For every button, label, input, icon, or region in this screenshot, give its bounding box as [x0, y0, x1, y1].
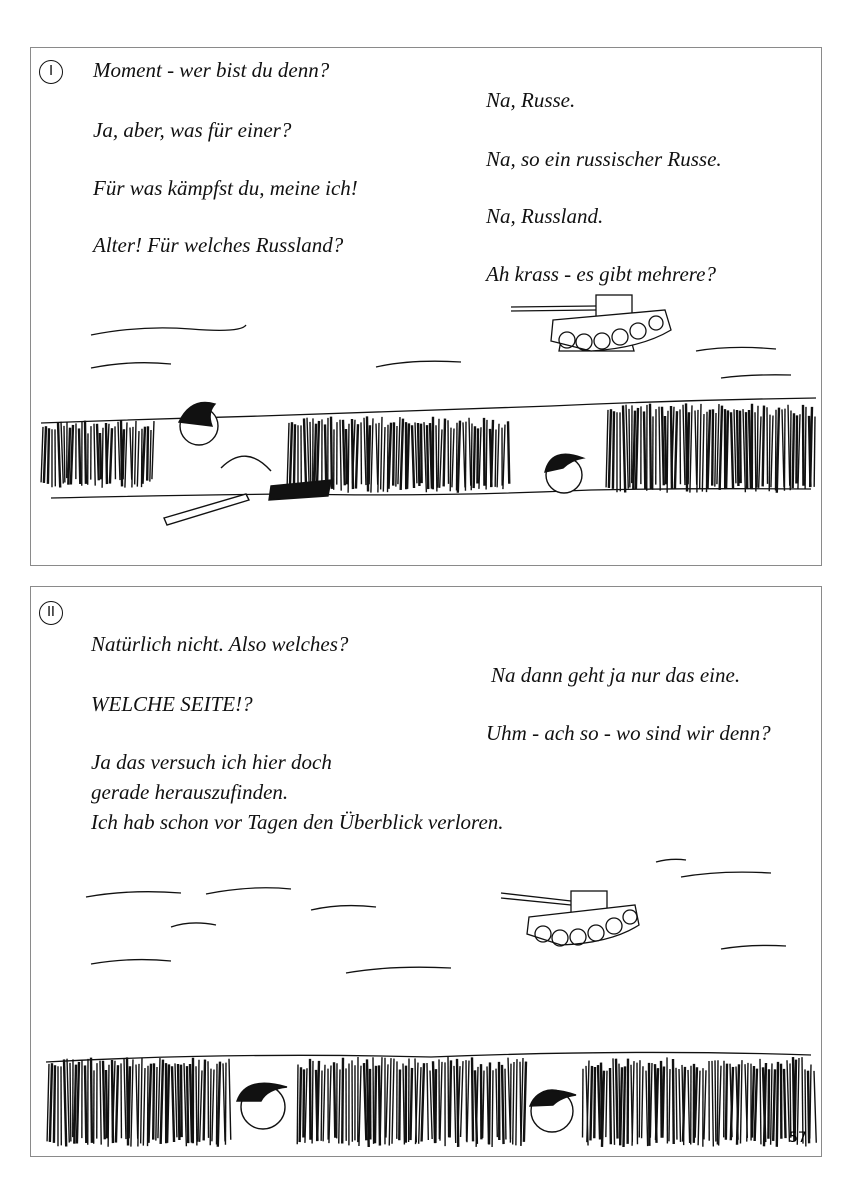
- speech-line: Na, so ein russischer Russe.: [486, 147, 722, 171]
- soldier-3-drawing: [237, 1083, 287, 1129]
- grass-hatching: [41, 403, 815, 492]
- speech-line: gerade herauszufinden.: [91, 780, 289, 804]
- cloud-stroke: [86, 892, 181, 897]
- cloud-stroke: [206, 888, 291, 894]
- speech-line: Ah krass - es gibt mehrere?: [486, 262, 716, 286]
- tank-drawing: [501, 891, 639, 946]
- speech-line: Uhm - ach so - wo sind wir denn?: [486, 721, 771, 745]
- cloud-stroke: [346, 967, 451, 973]
- panel-1-number: I: [39, 60, 63, 84]
- tank-drawing: [511, 295, 671, 351]
- speech-line: Ja, aber, was für einer?: [93, 118, 292, 142]
- speech-line: Alter! Für welches Russland?: [93, 233, 344, 257]
- comic-panel-1: [30, 47, 822, 566]
- speech-line: Na, Russe.: [486, 88, 576, 112]
- cloud-stroke: [696, 347, 776, 351]
- page-number: 57: [789, 1130, 807, 1146]
- speech-line: Na dann geht ja nur das eine.: [491, 663, 741, 687]
- comic-panel-2: [30, 586, 822, 1157]
- speech-line: Ja das versuch ich hier doch: [91, 750, 332, 774]
- cloud-stroke: [681, 872, 771, 877]
- cloud-stroke: [91, 325, 246, 335]
- cloud-stroke: [721, 945, 786, 949]
- speech-line: Moment - wer bist du denn?: [93, 58, 330, 82]
- speech-line: Ich hab schon vor Tagen den Überblick verloren.: [91, 810, 504, 834]
- speech-line: Für was kämpfst du, meine ich!: [93, 176, 358, 200]
- cloud-stroke: [91, 363, 171, 368]
- soldier-2-drawing: [545, 454, 583, 493]
- cloud-stroke: [171, 923, 216, 927]
- cloud-stroke: [376, 361, 461, 367]
- cloud-stroke: [311, 906, 376, 910]
- soldier-4-drawing: [530, 1090, 576, 1132]
- cloud-stroke: [91, 960, 171, 964]
- panel-2-number: II: [39, 601, 63, 625]
- grass-hatching: [47, 1057, 816, 1147]
- speech-line: Natürlich nicht. Also welches?: [91, 632, 349, 656]
- speech-line: Na, Russland.: [486, 204, 604, 228]
- cloud-stroke: [721, 375, 791, 378]
- speech-line: WELCHE SEITE!?: [91, 692, 253, 716]
- cloud-stroke: [656, 859, 686, 862]
